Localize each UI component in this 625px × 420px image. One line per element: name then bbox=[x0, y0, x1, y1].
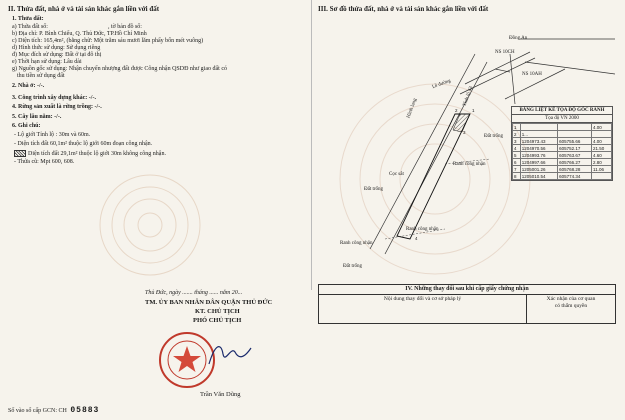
svg-text:3: 3 bbox=[463, 130, 466, 135]
label-dat-trong: Đất trống bbox=[484, 134, 504, 139]
label-ranh-cong-nhan: Ranh công nhận bbox=[453, 162, 486, 167]
house-heading: 2. Nhà ở: -/-. bbox=[12, 83, 45, 89]
coordinate-table bbox=[511, 106, 613, 181]
label-dat-trong-2: Đất trống bbox=[364, 187, 384, 192]
label-tinh-lo: Tỉnh lộ 43 bbox=[462, 85, 475, 108]
usage-term: e) Thời hạn sử dụng: Lâu dài bbox=[12, 59, 82, 65]
section-iv-title: IV. Những thay đổi sau khi cấp giấy chứng nhận bbox=[319, 285, 615, 295]
parcel-area: c) Diện tích: 165,4m², (bằng chữ: Một trăm sáu mươi lăm phẩy bốn mét vuông) bbox=[12, 38, 204, 44]
signature-icon bbox=[205, 338, 255, 370]
sign-date: Thủ Đức, ngày ....... tháng ...... năm 20... bbox=[145, 290, 243, 296]
section-iv-col1: Nội dung thay đổi và cơ sở pháp lý bbox=[319, 294, 527, 323]
svg-text:4: 4 bbox=[415, 236, 418, 241]
sign-org: TM. ỦY BAN NHÂN DÂN QUẬN THỦ ĐỨC bbox=[145, 299, 273, 306]
usage-form: d) Hình thức sử dụng: Sử dụng riêng bbox=[12, 45, 101, 51]
table-row: 8 1205010.54 605774.34 bbox=[513, 173, 612, 180]
svg-text:1: 1 bbox=[472, 108, 475, 113]
table-row: 1 4.00 bbox=[513, 124, 612, 131]
hatch-legend-icon bbox=[14, 150, 26, 157]
emblem-watermark-icon bbox=[90, 170, 210, 280]
label-coc-sat: Cọc sắt bbox=[389, 172, 404, 177]
label-ns2: NS 10AH bbox=[522, 72, 542, 77]
footer-book-number: Số vào sổ cấp GCN: CH 05883 bbox=[8, 406, 100, 415]
table-row: 2 1... bbox=[513, 131, 612, 138]
label-hanh-lang: Hành lang bbox=[406, 97, 419, 120]
usage-origin-cont: thu tiền sử dụng đất bbox=[17, 73, 65, 79]
table-row: 5 1204993.76 605763.67 4.60 bbox=[513, 152, 612, 159]
section-iv-col2: Xác nhận của cơ quan có thẩm quyền bbox=[546, 296, 596, 309]
label-ranh-cong-nhan-2: Ranh công nhận bbox=[406, 227, 439, 232]
table-row: 6 1204997.66 605766.27 2.80 bbox=[513, 159, 612, 166]
note-area-30: Diện tích đất 29,1m² thuộc lộ giới 30m không công nhận. bbox=[14, 150, 166, 158]
note-road: - Lộ giới Tỉnh lộ : 30m và 60m. bbox=[14, 132, 91, 138]
coordinate-table-sub: Tọa độ VN 2000 bbox=[512, 115, 612, 123]
usage-origin: g) Nguồn gốc sử dụng: Nhận chuyển nhượng đất được Công nhận QSDĐ như giao đất có bbox=[12, 66, 227, 72]
usage-purpose: đ) Mục đích sử dụng: Đất ở tại đô thị bbox=[12, 52, 102, 58]
label-dong-an: Đồng An bbox=[509, 36, 528, 41]
coordinate-rows bbox=[512, 123, 612, 180]
column-divider bbox=[311, 0, 312, 290]
svg-text:2: 2 bbox=[455, 108, 458, 113]
book-number: 05883 bbox=[70, 406, 100, 415]
construction-heading: 3. Công trình xây dựng khác: -/-. bbox=[12, 95, 96, 101]
section-iii-title: III. Sơ đồ thửa đất, nhà ở và tài sản khác gắn liền với đất bbox=[318, 5, 489, 13]
signer-name: Trần Văn Dũng bbox=[200, 391, 241, 398]
trees-heading: 5. Cây lâu năm: -/-. bbox=[12, 114, 62, 120]
section-ii-title: II. Thửa đất, nhà ở và tài sản khác gắn liền với đất bbox=[8, 5, 160, 13]
parcel-address: b) Địa chỉ: P. Bình Chiểu, Q. Thủ Đức, TP.Hồ Chí Minh bbox=[12, 31, 147, 37]
parcel-heading: 1. Thửa đất: bbox=[12, 16, 44, 22]
sign-pct: PHÓ CHỦ TỊCH bbox=[193, 317, 242, 324]
table-row: 4 1204970.56 605752.17 21.50 bbox=[513, 145, 612, 152]
note-old-parcel: - Thửa cũ: Mpt 600, 608. bbox=[14, 159, 75, 165]
forest-heading: 4. Rừng sản xuất là rừng trồng: -/-. bbox=[12, 104, 102, 110]
sign-kt: KT. CHỦ TỊCH bbox=[195, 308, 240, 315]
note-area-60: - Diện tích đất 60,1m² thuộc lộ giới 60m đoạn công nhận. bbox=[14, 141, 153, 147]
table-row: 3 1204973.43 605755.66 4.00 bbox=[513, 138, 612, 145]
label-le-duong: Lề đường bbox=[431, 78, 452, 91]
coordinate-table-title: BẢNG LIỆT KÊ TỌA ĐỘ GÓC RANH bbox=[512, 107, 612, 115]
label-ns1: NS 10CH bbox=[495, 50, 515, 55]
parcel-number: a) Thửa đất số: , tờ bản đồ số: bbox=[12, 24, 142, 30]
label-dat-trong-3: Đất trống bbox=[343, 264, 363, 269]
label-ranh-cong-nhan-3: Ranh công nhận bbox=[340, 241, 373, 246]
notes-heading: 6. Ghi chú: bbox=[12, 123, 41, 129]
table-row: 7 1205001.26 605768.28 11.06 bbox=[513, 166, 612, 173]
section-iv-table bbox=[318, 284, 616, 324]
